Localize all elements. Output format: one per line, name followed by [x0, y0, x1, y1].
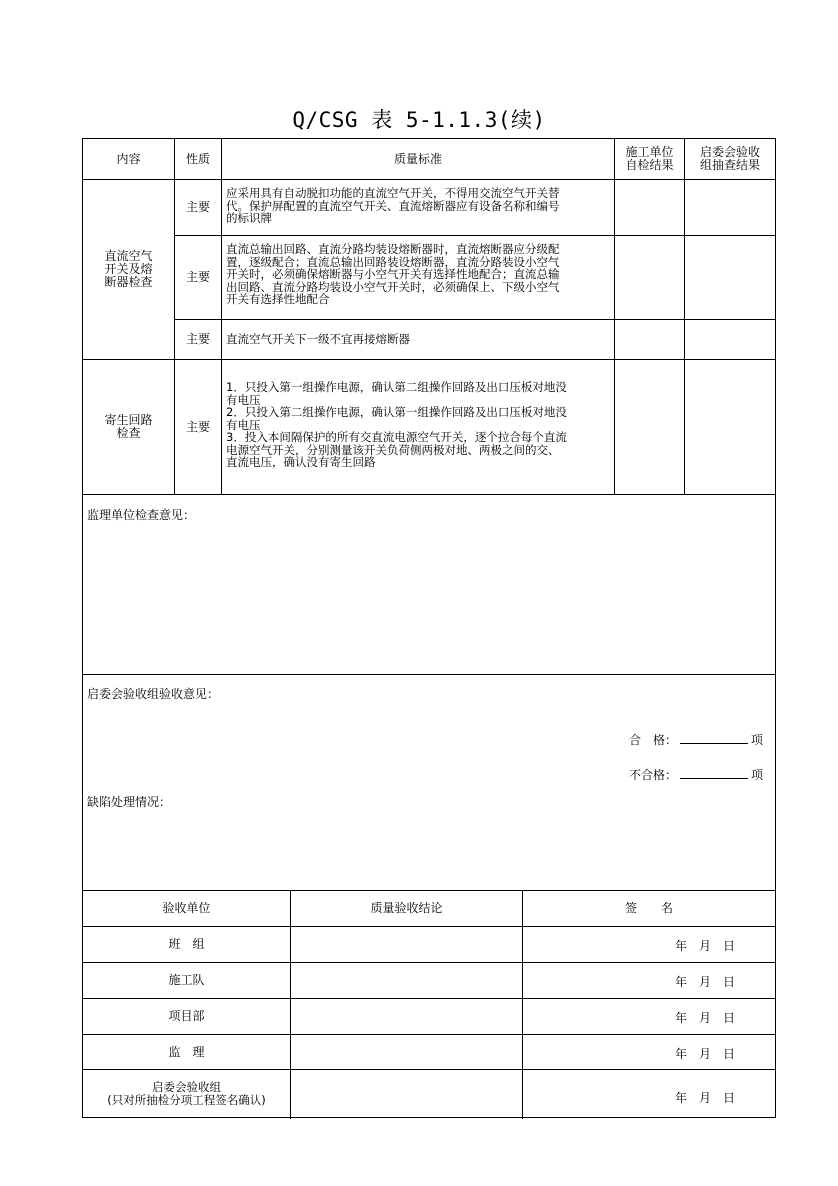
group-label-line: 断器检查 [104, 275, 153, 289]
header-committee-check-line: 启委会验收 [699, 145, 760, 159]
sign-row-date: 年 月 日 [675, 939, 736, 953]
sign-row-unit-line: (只对所抽检分项工程签名确认) [107, 1093, 266, 1107]
header-self-check-line: 自检结果 [625, 158, 674, 172]
rule [83, 494, 775, 495]
header-content: 内容 [116, 151, 141, 166]
item-unit: 项 [751, 768, 764, 782]
item-nature: 主要 [185, 270, 210, 284]
header-committee-check-line: 组抽查结果 [699, 158, 760, 172]
group-label-parasitic-circuit [83, 360, 174, 494]
standard-line: 1．只投入第一组操作电源，确认第二组操作回路及出口压板对地没 [226, 380, 567, 394]
rule [614, 139, 615, 494]
form-title: Q/CSG 表 5-1.1.3(续) [292, 108, 546, 132]
qualified-label: 合 格： [629, 733, 678, 747]
rule [175, 235, 775, 236]
item-standard [226, 333, 410, 346]
qualified-count-field [629, 731, 763, 748]
standard-line: 直流空气开关下一级不宜再接熔断器 [226, 332, 410, 346]
standard-line: 应采用具有自动脱扣功能的直流空气开关，不得用交流空气开关替 [226, 186, 560, 200]
qualified-blank[interactable] [680, 731, 748, 744]
item-nature: 主要 [185, 200, 210, 214]
committee-opinion-label: 启委会验收组验收意见： [87, 687, 220, 701]
group-label-line: 直流空气 [104, 249, 153, 263]
sign-row-unit: 施工队 [168, 973, 205, 987]
unqualified-count-field [629, 766, 763, 783]
standard-line: 直流总输出回路、直流分路均装设熔断器时，直流熔断器应分级配 [226, 242, 560, 256]
standard-line: 开关有选择性地配合 [226, 292, 330, 306]
standard-line: 直流电压，确认没有寄生回路 [226, 455, 376, 469]
rule [221, 139, 222, 494]
rule [175, 319, 775, 320]
sign-row-unit: 项目部 [168, 1009, 205, 1023]
sign-row-date: 年 月 日 [675, 1011, 736, 1025]
sign-row-unit-line: 启委会验收组 [152, 1080, 221, 1094]
group-label-line: 检查 [116, 426, 141, 440]
sign-header-conclusion: 质量验收结论 [370, 901, 443, 915]
standard-line: 有电压 [226, 417, 261, 432]
sign-row-unit: 班 组 [168, 937, 205, 951]
standard-line: 2．只投入第二组操作电源，确认第一组操作回路及出口压板对地没 [226, 405, 567, 419]
supervision-opinion-label: 监理单位检查意见： [87, 508, 196, 522]
standard-line: 3．投入本间隔保护的所有交直流电源空气开关，逐个拉合每个直流 [226, 430, 567, 444]
group-label-dc-breaker [83, 180, 174, 359]
sign-header-unit: 验收单位 [162, 901, 211, 915]
item-standard [226, 243, 560, 306]
group-label-line: 寄生回路 [104, 413, 153, 427]
standard-line: 出回路、直流分路均装设小空气开关时，必须确保上、下级小空气 [226, 279, 560, 294]
sign-row-unit [83, 1071, 290, 1117]
header-self-check [615, 139, 684, 179]
item-unit: 项 [751, 733, 764, 747]
header-self-check-line: 施工单位 [625, 145, 674, 159]
unqualified-blank[interactable] [680, 766, 748, 779]
standard-line: 电源空气开关，分别测量该开关负荷侧两极对地、两极之间的交、 [226, 442, 560, 457]
group-label-line: 开关及熔 [104, 262, 153, 276]
standard-line: 置，逐级配合；直流总输出回路装设熔断器，直流分路装设小空气 [226, 254, 560, 269]
standard-line: 开关时，必须确保熔断器与小空气开关有选择性地配合；直流总输 [226, 267, 560, 281]
defect-label: 缺陷处理情况： [87, 795, 172, 809]
unqualified-label: 不合格： [629, 768, 678, 782]
rule [82, 1069, 776, 1070]
sign-row-unit: 监 理 [168, 1045, 205, 1059]
header-committee-check [685, 139, 775, 179]
standard-line: 代。保护屏配置的直流空气开关、直流熔断器应有设备名称和编号 [226, 198, 560, 213]
header-standard: 质量标准 [393, 151, 442, 166]
inspection-form [82, 138, 776, 1118]
item-standard [226, 381, 567, 469]
item-standard [226, 187, 560, 225]
rule [83, 674, 775, 675]
item-nature: 主要 [185, 419, 210, 434]
sign-header-signature: 签 名 [624, 901, 673, 915]
sign-row-date: 年 月 日 [675, 1047, 736, 1061]
sign-row-date: 年 月 日 [675, 1091, 736, 1105]
sign-row-date: 年 月 日 [675, 975, 736, 989]
item-nature: 主要 [185, 332, 210, 346]
rule [684, 139, 685, 494]
header-nature: 性质 [185, 151, 210, 166]
standard-line: 的标识牌 [226, 211, 272, 225]
standard-line: 有电压 [226, 392, 261, 407]
